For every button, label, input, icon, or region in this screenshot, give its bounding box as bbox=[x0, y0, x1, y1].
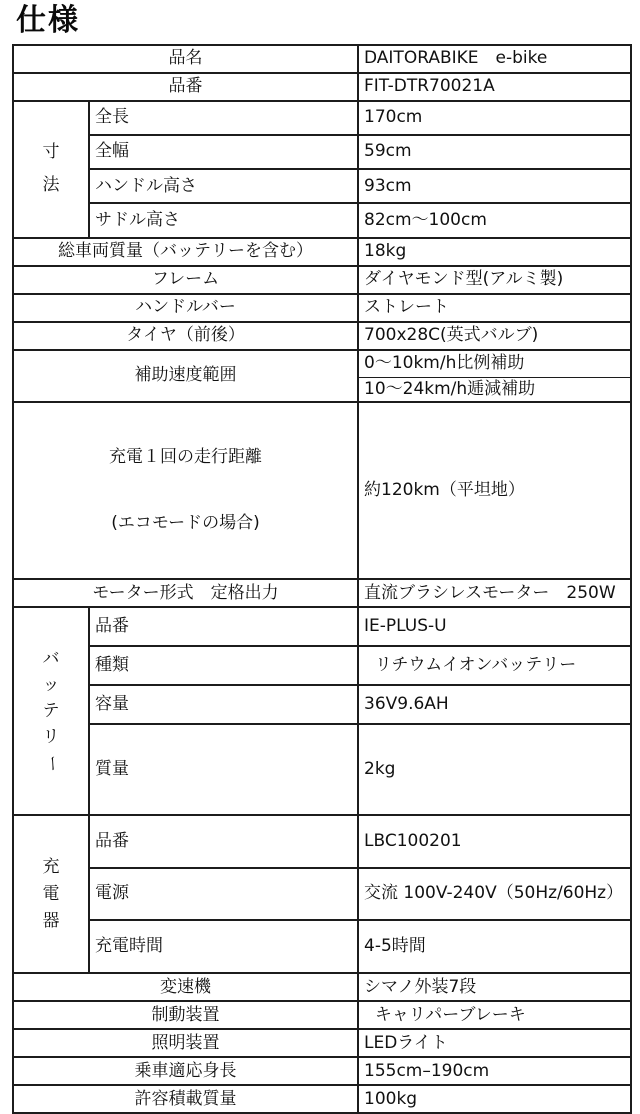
row-value: リチウムイオンバッテリー bbox=[358, 646, 631, 685]
row-label: 品番 bbox=[89, 815, 358, 868]
row-value: DAITORABIKE e-bike bbox=[358, 45, 631, 73]
table-row-charger-code bbox=[13, 815, 631, 868]
row-value: 2kg bbox=[358, 724, 631, 816]
row-label: フレーム bbox=[13, 266, 358, 294]
table-row-saddle-height bbox=[13, 203, 631, 237]
vertical-text: 寸 法 bbox=[14, 102, 88, 237]
table-row-battery-code bbox=[13, 607, 631, 646]
row-value: FIT-DTR70021A bbox=[358, 73, 631, 101]
row-label: 容量 bbox=[89, 685, 358, 724]
row-value: 82cm～100cm bbox=[358, 203, 631, 237]
table-row-width bbox=[13, 135, 631, 169]
row-value: IE-PLUS-U bbox=[358, 607, 631, 646]
table-row-brakes bbox=[13, 1001, 631, 1029]
vertical-text: バ ッ テ リ ー bbox=[14, 608, 88, 814]
row-label: 全幅 bbox=[89, 135, 358, 169]
page-title: 仕様 bbox=[16, 5, 640, 37]
row-label: 照明装置 bbox=[13, 1029, 358, 1057]
row-label: 品名 bbox=[13, 45, 358, 73]
row-value: 36V9.6AH bbox=[358, 685, 631, 724]
table-row-assist-range-1 bbox=[13, 350, 631, 378]
row-value: ダイヤモンド型(アルミ製) bbox=[358, 266, 631, 294]
row-value: 100kg bbox=[358, 1085, 631, 1113]
row-value: キャリパーブレーキ bbox=[358, 1001, 631, 1029]
row-value: 直流ブラシレスモーター 250W bbox=[358, 579, 631, 607]
row-value: 10～24km/h逓減補助 bbox=[358, 377, 631, 402]
row-label: 総車両質量（バッテリーを含む） bbox=[13, 238, 358, 266]
dimensions-group-label bbox=[13, 101, 89, 238]
table-row-battery-capacity bbox=[13, 685, 631, 724]
row-label: 全長 bbox=[89, 101, 358, 135]
row-label: 制動装置 bbox=[13, 1001, 358, 1029]
row-label: 補助速度範囲 bbox=[13, 350, 358, 402]
row-label: タイヤ（前後） bbox=[13, 322, 358, 350]
table-row-frame bbox=[13, 266, 631, 294]
row-value: LEDライト bbox=[358, 1029, 631, 1057]
vertical-text: 充 電 器 bbox=[14, 816, 88, 972]
row-value: 170cm bbox=[358, 101, 631, 135]
row-value: 18kg bbox=[358, 238, 631, 266]
row-label: 電源 bbox=[89, 868, 358, 921]
table-row-lighting bbox=[13, 1029, 631, 1057]
table-row-battery-type bbox=[13, 646, 631, 685]
table-row-max-load bbox=[13, 1085, 631, 1113]
row-value: 59cm bbox=[358, 135, 631, 169]
row-label: 変速機 bbox=[13, 973, 358, 1001]
table-row-total-weight bbox=[13, 238, 631, 266]
row-label: ハンドル高さ bbox=[89, 169, 358, 203]
table-row-handle-height bbox=[13, 169, 631, 203]
table-row-product-name bbox=[13, 45, 631, 73]
row-label: ハンドルバー bbox=[13, 294, 358, 322]
row-label: モーター形式 定格出力 bbox=[13, 579, 358, 607]
table-row-handlebar bbox=[13, 294, 631, 322]
table-row-length bbox=[13, 101, 631, 135]
row-label: 許容積載質量 bbox=[13, 1085, 358, 1113]
table-row-charge-time bbox=[13, 920, 631, 973]
spec-page bbox=[0, 5, 640, 805]
row-label: 品番 bbox=[89, 607, 358, 646]
row-value: 4-5時間 bbox=[358, 920, 631, 973]
table-row-motor bbox=[13, 579, 631, 607]
row-label: 充電１回の走行距離 (エコモードの場合) bbox=[13, 402, 358, 579]
table-row-battery-mass bbox=[13, 724, 631, 816]
row-value: ストレート bbox=[358, 294, 631, 322]
row-value: LBC100201 bbox=[358, 815, 631, 868]
row-label: 種類 bbox=[89, 646, 358, 685]
spec-table bbox=[12, 44, 632, 1114]
table-row-gears bbox=[13, 973, 631, 1001]
row-value: 約120km（平坦地） bbox=[358, 402, 631, 579]
row-value: 700x28C(英式バルブ) bbox=[358, 322, 631, 350]
row-value: 0～10km/h比例補助 bbox=[358, 350, 631, 378]
table-row-range-per-charge bbox=[13, 402, 631, 579]
table-row-rider-height bbox=[13, 1057, 631, 1085]
table-row-product-code bbox=[13, 73, 631, 101]
row-value: 155cm–190cm bbox=[358, 1057, 631, 1085]
table-row-tires bbox=[13, 322, 631, 350]
table-row-charger-power bbox=[13, 868, 631, 921]
row-value: シマノ外装7段 bbox=[358, 973, 631, 1001]
row-label: サドル高さ bbox=[89, 203, 358, 237]
row-label: 乗車適応身長 bbox=[13, 1057, 358, 1085]
row-label: 充電時間 bbox=[89, 920, 358, 973]
row-label: 品番 bbox=[13, 73, 358, 101]
row-label: 質量 bbox=[89, 724, 358, 816]
row-value: 交流 100V-240V（50Hz/60Hz） bbox=[358, 868, 631, 921]
row-value: 93cm bbox=[358, 169, 631, 203]
